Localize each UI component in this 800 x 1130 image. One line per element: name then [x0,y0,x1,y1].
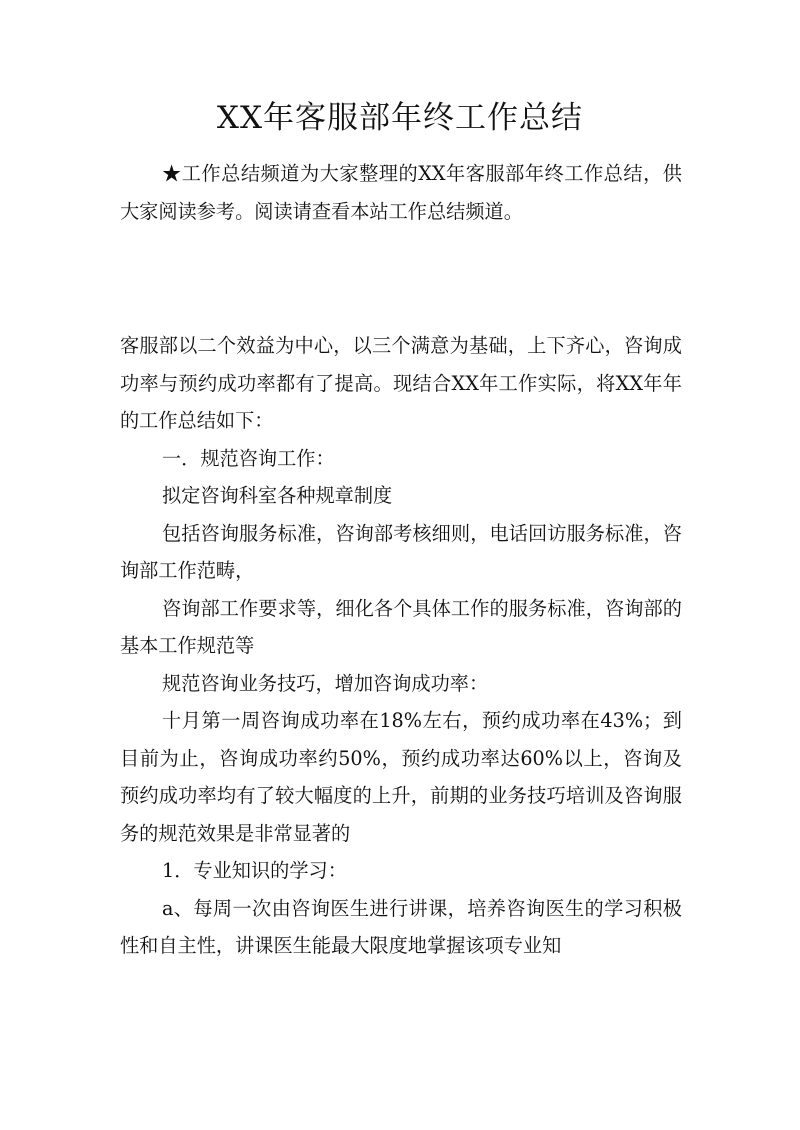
document-title: XX年客服部年终工作总结 [216,100,584,136]
paragraph: 1．专业知识的学习： [162,859,347,882]
paragraph: a、每周一次由咨询医生进行讲课，培养咨询医生的学习积极性和自主性，讲课医生能最大限度地掌握该项专业知 [120,896,682,957]
paragraph: 客服部以二个效益为中心，以三个满意为基础，上下齐心，咨询成功率与预约成功率都有了提高。现结合XX年工作实际，将XX年年的工作总结如下： [120,334,682,432]
paragraph: ★工作总结频道为大家整理的XX年客服部年终工作总结，供大家阅读参考。阅读请查看本站工作总结频道。 [120,162,682,223]
paragraph: 咨询部工作要求等，细化各个具体工作的服务标准，咨询部的基本工作规范等 [120,596,682,657]
paragraph: 十月第一周咨询成功率在18%左右，预约成功率在43%；到目前为止，咨询成功率约50%，预约成功率达60%以上，咨询及预约成功率均有了较大幅度的上升，前期的业务技巧培训及咨询服务的规范效果是非常显著的 [120,709,682,845]
paragraph: 拟定咨询科室各种规章制度 [162,484,393,507]
document-body [120,155,682,965]
paragraph: 包括咨询服务标准，咨询部考核细则，电话回访服务标准，咨询部工作范畴， [120,521,682,582]
paragraph: 一．规范咨询工作： [162,446,335,470]
paragraph: 规范咨询业务技巧，增加咨询成功率： [162,671,489,695]
